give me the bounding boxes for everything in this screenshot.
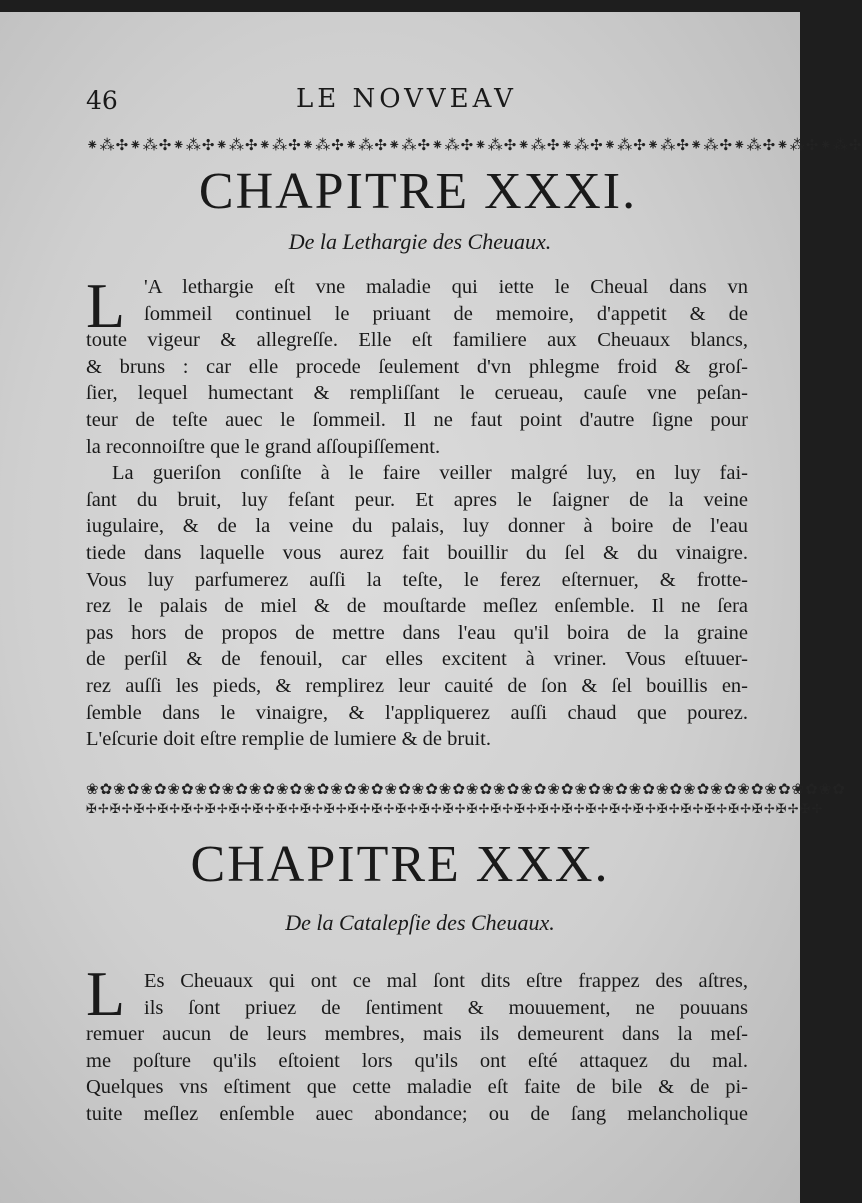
text-line: La gueriſon conſiſte à le faire veiller malgré luy, en luy fai-: [112, 462, 748, 485]
chapter-title: CHAPITRE XXX.: [190, 836, 610, 893]
text-line: L'eſcurie doit eſtre remplie de lumiere & de bruit.: [86, 728, 491, 751]
text-line: la reconnoiſtre que le grand aſſoupiſſement.: [86, 435, 441, 458]
text-line: teur de teſte auec le ſommeil. Il ne faut point d'autre ſigne pour: [86, 408, 748, 431]
text-line: de perſil & de fenouil, car elles excitent à vriner. Vous eſtuuer-: [86, 648, 748, 671]
running-head: LE NOVVEAV: [296, 84, 517, 114]
drop-cap: L: [86, 270, 126, 341]
text-line: tiede dans laquelle vous aurez fait bouillir du ſel & du vinaigre.: [86, 541, 748, 564]
text-line: ſemble dans le vinaigre, & l'appliquerez auſſi chaud que pourez.: [86, 701, 748, 724]
text-line: rez le palais de miel & de mouſtarde meſlez enſemble. Il ne ſera: [86, 595, 748, 618]
book-page: [0, 12, 862, 1203]
text-line: Vous luy parfumerez auſſi la teſte, le ferez eſternuer, & frotte-: [86, 568, 748, 591]
text-line: pas hors de propos de mettre dans l'eau qu'il boira de la graine: [86, 621, 748, 644]
text-line: tuite meſlez enſemble auec abondance; ou de ſang melancholique: [86, 1102, 748, 1125]
text-line: Es Cheuaux qui ont ce mal ſont dits eſtre frappez des aſtres,: [144, 970, 748, 992]
ornament-band-middle: ❀✿❀✿❀✿❀✿❀✿❀✿❀✿❀✿❀✿❀✿❀✿❀✿❀✿❀✿❀✿❀✿❀✿❀✿❀✿❀✿❀✿❀✿❀✿❀✿❀✿❀✿❀✿❀✿: [86, 780, 846, 798]
text-line: toute vigeur & allegreſſe. Elle eſt familiere aux Cheuaux blancs,: [86, 329, 748, 352]
text-line: ſommeil continuel le priuant de memoire, d'appetit & de: [144, 302, 748, 325]
page-number: 46: [86, 86, 118, 115]
chapter-body: [86, 270, 748, 753]
chapter-subtitle: De la Lethargie des Cheuaux.: [288, 229, 552, 254]
text-line: me poſture qu'ils eſtoient lors qu'ils ont eſté attaquez du mal.: [86, 1049, 748, 1072]
text-line: Quelques vns eſtiment que cette maladie eſt faite de bile & de pi-: [86, 1076, 748, 1099]
ornament-band-top: ⁕⁂✣⁕⁂✣⁕⁂✣⁕⁂✣⁕⁂✣⁕⁂✣⁕⁂✣⁕⁂✣⁕⁂✣⁕⁂✣⁕⁂✣⁕⁂✣⁕⁂✣⁕⁂✣⁕⁂✣⁕⁂✣⁕⁂✣⁕⁂✣: [86, 136, 862, 154]
text-line: ſant du bruit, luy feſant peur. Et apres le ſaigner de la veine: [86, 488, 748, 511]
chapter-subtitle: De la Catalepſie des Cheuaux.: [285, 910, 555, 935]
text-line: rez auſſi les pieds, & remplirez leur cauité de ſon & ſel bouillis en-: [86, 674, 748, 697]
drop-cap: L: [86, 958, 126, 1029]
text-line: iugulaire, & de la veine du palais, luy donner à boire de l'eau: [86, 515, 748, 538]
text-line: ils ſont priuez de ſentiment & mouuement, ne pouuans: [144, 996, 748, 1019]
text-line: & bruns : car elle procede ſeulement d'vn phlegme froid & groſ-: [86, 355, 748, 378]
ornament-band-middle-lower: ✠✢✠✢✠✢✠✢✠✢✠✢✠✢✠✢✠✢✠✢✠✢✠✢✠✢✠✢✠✢✠✢✠✢✠✢✠✢✠✢✠✢✠✢✠✢✠✢✠✢✠✢✠✢✠✢✠✢✠✢✠✢: [86, 802, 824, 817]
text-line: 'A lethargie eſt vne maladie qui iette le Cheual dans vn: [144, 276, 748, 298]
chapter-body: [86, 968, 748, 1128]
chapter-title: CHAPITRE XXXI.: [198, 163, 638, 220]
text-line: remuer aucun de leurs membres, mais ils demeurent dans la meſ-: [86, 1023, 748, 1046]
text-line: ſier, lequel humectant & rempliſſant le cerueau, cauſe vne peſan-: [86, 382, 748, 405]
